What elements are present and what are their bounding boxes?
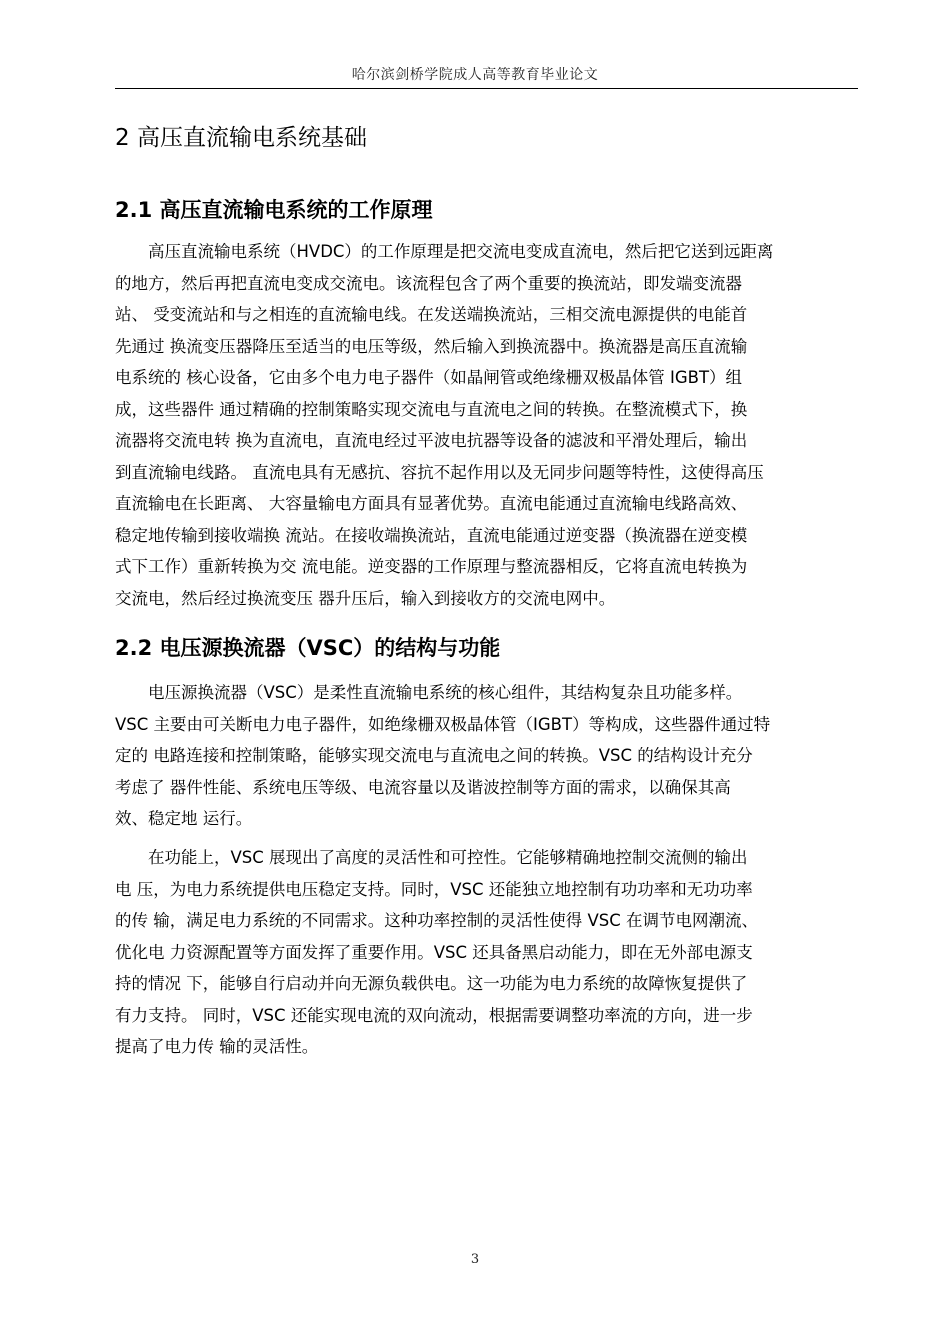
paragraph-line: VSC 主要由可关断电力电子器件，如绝缘栅双极晶体管（IGBT）等构成，这些器件通过特 [115, 714, 771, 734]
paragraph-line: 电系统的 核心设备，它由多个电力电子器件（如晶闸管或绝缘栅双极晶体管 IGBT）组 [115, 368, 743, 387]
paragraph-line: 到直流输电线路。 直流电具有无感抗、容抗不起作用以及无同步问题等特性，这使得高压 [115, 462, 764, 482]
paragraph-line: 式下工作）重新转换为交 流电能。逆变器的工作原理与整流器相反，它将直流电转换为 [115, 557, 748, 576]
paragraph-line: 电压源换流器（VSC）是柔性直流输电系统的核心组件，其结构复杂且功能多样。 [115, 683, 743, 702]
section-2-2-paragraph-1 [115, 677, 860, 835]
chapter-title: 2 高压直流输电系统基础 [115, 125, 367, 151]
paragraph-line: 电 压，为电力系统提供电压稳定支持。同时，VSC 还能独立地控制有功功率和无功功率 [115, 879, 753, 899]
paragraph-line: 的地方，然后再把直流电变成交流电。该流程包含了两个重要的换流站，即发端变流器 [115, 273, 742, 293]
running-header: 哈尔滨剑桥学院成人高等教育毕业论文 [351, 67, 599, 83]
paragraph-line: 的传 输，满足电力系统的不同需求。这种功率控制的灵活性使得 VSC 在调节电网潮流、 [115, 911, 759, 930]
paragraph-line: 有力支持。 同时，VSC 还能实现电流的双向流动，根据需要调整功率流的方向，进一步 [115, 1005, 753, 1025]
section-title-2-2: 2.2 电压源换流器（VSC）的结构与功能 [115, 636, 501, 660]
paragraph-line: 持的情况 下，能够自行启动并向无源负载供电。这一功能为电力系统的故障恢复提供了 [115, 974, 748, 993]
paragraph-line: 稳定地传输到接收端换 流站。在接收端换流站，直流电能通过逆变器（换流器在逆变模 [115, 525, 748, 545]
paragraph-line: 考虑了 器件性能、系统电压等级、电流容量以及谐波控制等方面的需求，以确保其高 [115, 777, 731, 797]
paragraph-line: 在功能上，VSC 展现出了高度的灵活性和可控性。它能够精确地控制交流侧的输出 [115, 848, 748, 867]
paragraph-line: 高压直流输电系统（HVDC）的工作原理是把交流电变成直流电，然后把它送到远距离 [115, 242, 774, 261]
page-number: 3 [470, 1252, 480, 1267]
paragraph-line: 先通过 换流变压器降压至适当的电压等级，然后输入到换流器中。换流器是高压直流输 [115, 336, 748, 356]
section-title-2-1: 2.1 高压直流输电系统的工作原理 [115, 198, 433, 222]
paragraph-line: 站、 受变流站和与之相连的直流输电线。在发送端换流站，三相交流电源提供的电能首 [115, 305, 748, 324]
paragraph-line: 成，这些器件 通过精确的控制策略实现交流电与直流电之间的转换。在整流模式下，换 [115, 399, 748, 419]
header-rule [115, 88, 858, 89]
paragraph-line: 优化电 力资源配置等方面发挥了重要作用。VSC 还具备黑启动能力，即在无外部电源支 [115, 942, 753, 962]
paragraph-line: 效、稳定地 运行。 [115, 809, 253, 828]
paragraph-line: 交流电，然后经过换流变压 器升压后，输入到接收方的交流电网中。 [115, 588, 616, 608]
section-2-1-paragraph [115, 236, 860, 614]
paragraph-line: 直流输电在长距离、 大容量输电方面具有显著优势。直流电能通过直流输电线路高效、 [115, 494, 748, 513]
paragraph-line: 流器将交流电转 换为直流电，直流电经过平波电抗器等设备的滤波和平滑处理后，输出 [115, 431, 748, 450]
paragraph-line: 提高了电力传 输的灵活性。 [115, 1037, 319, 1056]
section-2-2-paragraph-2 [115, 842, 860, 1063]
paragraph-line: 定的 电路连接和控制策略，能够实现交流电与直流电之间的转换。VSC 的结构设计充分 [115, 746, 753, 765]
